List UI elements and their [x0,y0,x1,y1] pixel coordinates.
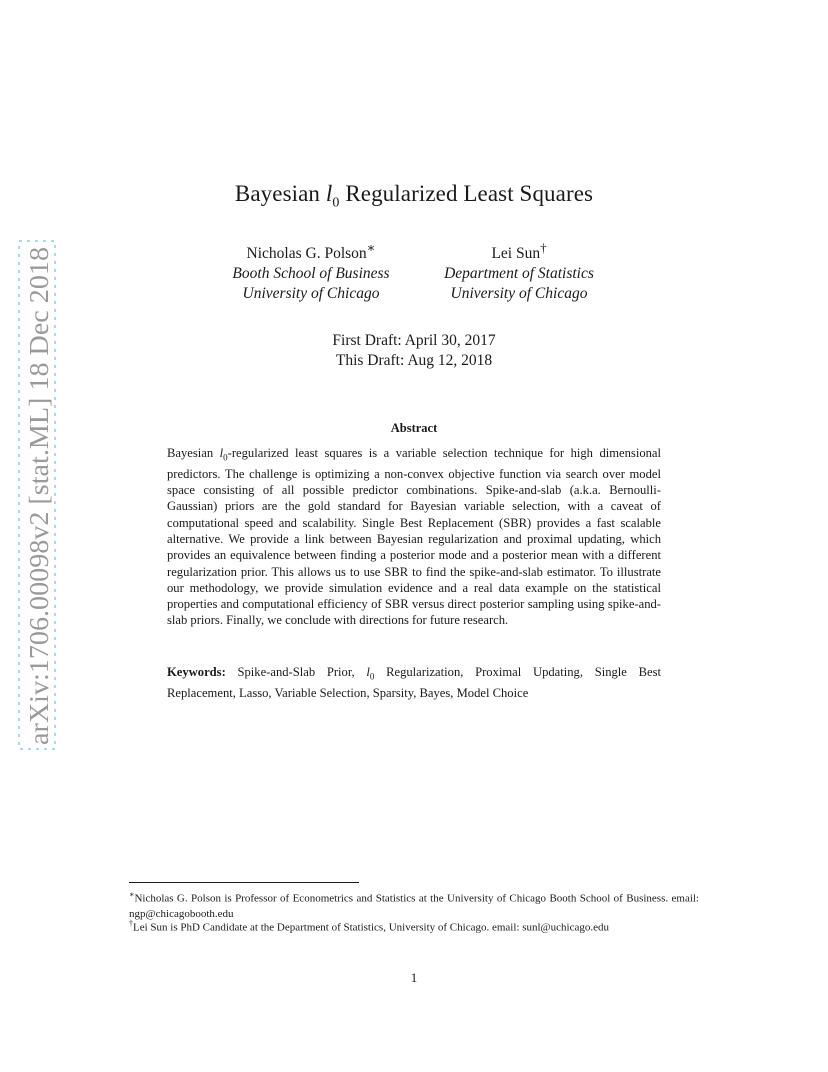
author-affiliation: Department of Statistics [444,265,594,283]
title-prefix: Bayesian [234,181,326,206]
keywords [167,664,661,701]
abstract-text: -regularized least squares is a variable selection technique for high dimensional predictors. The challenge is optimizing a non-convex objective function via search over model space consisting of all possible predictor combinations. Spike-and-slab (a.k.a. Bernoulli-Gaussian) priors are the gold standard for Bayesian variable selection, with a caveat of computational speed and scalability. Single Best Replacement (SBR) provides a fast scalable alternative. We provide a link between Bayesian regularization and proximal updating, which provides an equivalence between finding a posterior mode and a posterior mean with a different regularization prior. This allows us to use SBR to find the spike-and-slab estimator. To illustrate our methodology, we provide simulation evidence and a real data example on the statistical properties and computational efficiency of SBR versus direct posterior sampling using spike-and-slab priors. Finally, we conclude with directions for future research. [167,446,662,628]
author-footnote-mark: ∗ [366,240,376,255]
author-block-sun [389,238,649,304]
author-affiliation: University of Chicago [450,285,588,303]
author-footnote-mark: † [540,240,547,255]
keywords-label: Keywords: [167,665,226,679]
footnote-mark: † [129,919,133,928]
keywords-subscript: 0 [369,671,375,682]
author-name: Nicholas G. Polson [246,245,367,263]
draft-dates [0,331,828,371]
abstract-heading: Abstract [390,421,438,435]
footnote-text: Nicholas G. Polson is Professor of Econometrics and Statistics at the University of Chicago Booth School of Business. email: ngp@chicagobooth.edu [129,892,699,920]
arxiv-identifier-stamp [18,240,56,750]
arxiv-stamp-text: arXiv:1706.00098v2 [stat.ML] 18 Dec 2018 [23,257,54,745]
title-l-symbol: l [325,181,333,206]
author-affiliation: University of Chicago [242,285,380,303]
author-name: Lei Sun [491,245,541,263]
abstract-subscript: 0 [223,452,228,463]
abstract-l-symbol: l [219,446,224,460]
first-draft-date: First Draft: April 30, 2017 [332,332,496,349]
abstract-body [167,445,661,629]
abstract-lead: Bayesian [167,446,220,460]
keywords-l-symbol: l [366,665,370,679]
this-draft-date: This Draft: Aug 12, 2018 [335,352,493,369]
keywords-text: Spike-and-Slab Prior, [225,665,367,679]
author-affiliation: Booth School of Business [232,265,390,283]
title-subscript: 0 [332,195,340,211]
footnote-mark: ∗ [129,890,135,899]
footnote-sun [129,916,699,936]
paper-title [0,181,828,212]
keywords-text: Regularization, Proximal Updating, Single Best Replacement, Lasso, Variable Selection, Sparsity, Bayes, Model Choice [167,665,661,700]
footnote-text: Lei Sun is PhD Candidate at the Department of Statistics, University of Chicago. email: sunl@uchicago.edu [133,921,610,934]
footnote-rule [129,882,359,883]
page-number: 1 [410,970,418,985]
title-suffix: Regularized Least Squares [339,181,594,206]
